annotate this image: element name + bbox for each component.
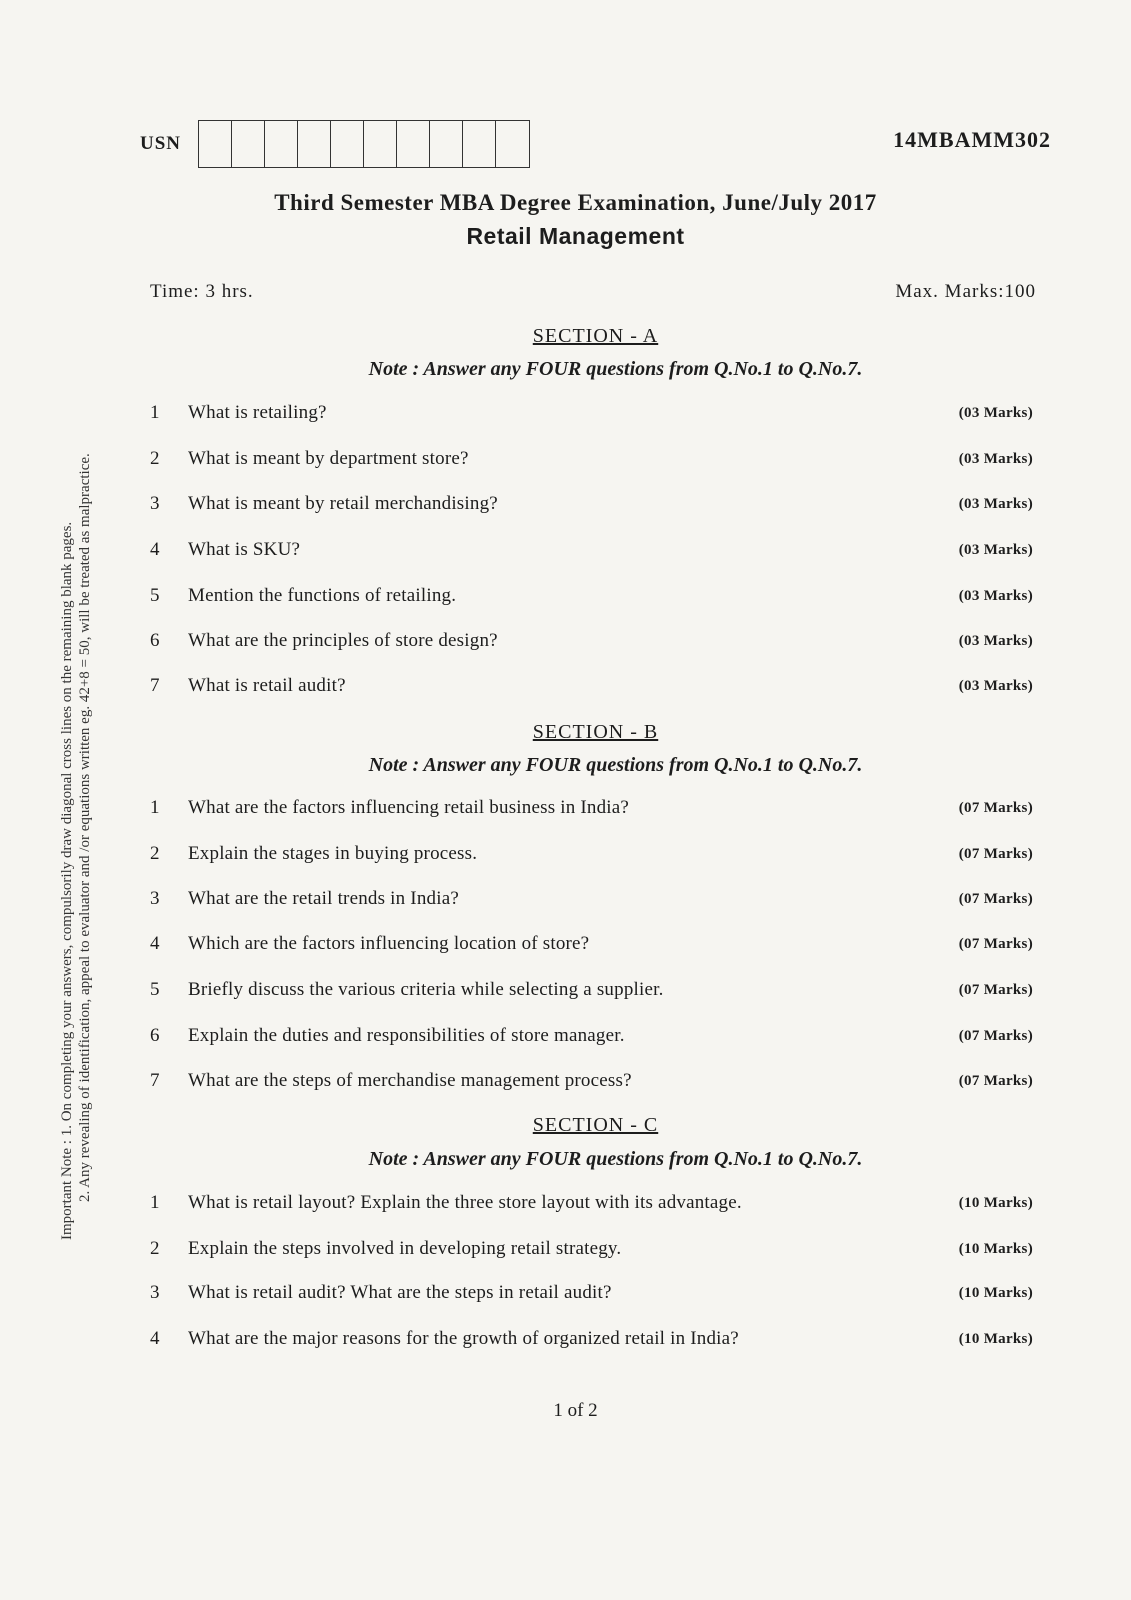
question-row [148, 793, 1033, 823]
question-marks: (07 Marks) [958, 1072, 1033, 1089]
section-b-note: Note : Answer any FOUR questions from Q.No.1 to Q.No.7. [368, 754, 863, 776]
question-row [148, 671, 1033, 701]
usn-label: USN [140, 133, 182, 154]
question-marks: (07 Marks) [958, 845, 1033, 862]
question-text: What are the steps of merchandise management process? [188, 1070, 632, 1091]
question-row [148, 1234, 1033, 1264]
question-number: 6 [150, 630, 160, 651]
question-marks: (10 Marks) [958, 1194, 1033, 1211]
question-text: What is meant by department store? [188, 448, 469, 469]
question-row [148, 975, 1033, 1005]
question-text: What is retailing? [188, 402, 327, 423]
question-row [148, 489, 1033, 519]
question-text: Briefly discuss the various criteria while selecting a supplier. [188, 979, 664, 1000]
question-marks: (07 Marks) [958, 799, 1033, 816]
question-number: 3 [150, 1282, 160, 1303]
usn-cell [364, 121, 397, 167]
question-number: 4 [150, 1328, 160, 1349]
note-line-2: 2. Any revealing of identification, appeal to evaluator and /or equations written eg. 42+8 = 50, will be treated as malpractice. [77, 453, 93, 1202]
paper-code: 14MBAMM302 [893, 127, 1051, 152]
question-row [148, 1278, 1033, 1308]
question-text: Explain the duties and responsibilities of store manager. [188, 1025, 625, 1046]
question-number: 1 [150, 402, 160, 423]
question-row [148, 1021, 1033, 1051]
exam-title: Third Semester MBA Degree Examination, June/July 2017 [274, 190, 877, 215]
question-marks: (10 Marks) [958, 1240, 1033, 1257]
question-text: What is SKU? [188, 539, 301, 560]
question-marks: (07 Marks) [958, 890, 1033, 907]
usn-cell [496, 121, 529, 167]
question-number: 3 [150, 493, 160, 514]
section-a-heading: SECTION - A [532, 325, 659, 347]
question-row [148, 1324, 1033, 1354]
question-text: What are the factors influencing retail business in India? [188, 797, 630, 818]
question-row [148, 626, 1033, 656]
section-b-heading: SECTION - B [532, 721, 659, 743]
question-text: What is retail audit? [188, 675, 346, 696]
usn-cell [199, 121, 232, 167]
question-marks: (03 Marks) [958, 632, 1033, 649]
question-number: 2 [150, 843, 160, 864]
question-row [148, 1066, 1033, 1096]
question-number: 5 [150, 585, 160, 606]
question-number: 6 [150, 1025, 160, 1046]
important-note-sidebar [58, 250, 94, 1240]
usn-cell [397, 121, 430, 167]
question-number: 2 [150, 1238, 160, 1259]
question-number: 7 [150, 1070, 160, 1091]
question-number: 1 [150, 797, 160, 818]
question-marks: (07 Marks) [958, 981, 1033, 998]
question-text: What are the major reasons for the growth of organized retail in India? [188, 1328, 739, 1349]
question-row [148, 398, 1033, 428]
question-row [148, 1188, 1033, 1218]
question-number: 4 [150, 539, 160, 560]
usn-entry-boxes [198, 120, 530, 168]
question-marks: (03 Marks) [958, 541, 1033, 558]
question-marks: (10 Marks) [958, 1284, 1033, 1301]
question-text: Which are the factors influencing location of store? [188, 933, 590, 954]
question-number: 5 [150, 979, 160, 1000]
question-number: 3 [150, 888, 160, 909]
usn-cell [331, 121, 364, 167]
usn-cell [298, 121, 331, 167]
note-line-1: Important Note : 1. On completing your answers, compulsorily draw diagonal cross lines on the remaining blank pages. [59, 521, 75, 1240]
time-allowed: Time: 3 hrs. [150, 281, 254, 302]
question-text: What are the retail trends in India? [188, 888, 459, 909]
question-marks: (03 Marks) [958, 677, 1033, 694]
usn-cell [430, 121, 463, 167]
question-number: 1 [150, 1192, 160, 1213]
question-row [148, 444, 1033, 474]
question-number: 2 [150, 448, 160, 469]
usn-cell [265, 121, 298, 167]
question-marks: (03 Marks) [958, 495, 1033, 512]
question-text: What is meant by retail merchandising? [188, 493, 498, 514]
question-marks: (07 Marks) [958, 935, 1033, 952]
question-text: Explain the stages in buying process. [188, 843, 478, 864]
subject-title: Retail Management [466, 223, 685, 249]
question-row [148, 884, 1033, 914]
question-row [148, 839, 1033, 869]
usn-cell [232, 121, 265, 167]
question-row [148, 535, 1033, 565]
usn-cell [463, 121, 496, 167]
max-marks: Max. Marks:100 [895, 281, 1036, 302]
section-c-heading: SECTION - C [532, 1114, 659, 1136]
question-number: 7 [150, 675, 160, 696]
question-marks: (10 Marks) [958, 1330, 1033, 1347]
section-c-note: Note : Answer any FOUR questions from Q.No.1 to Q.No.7. [368, 1148, 863, 1170]
question-text: What is retail audit? What are the steps in retail audit? [188, 1282, 612, 1303]
question-marks: (03 Marks) [958, 587, 1033, 604]
question-text: What are the principles of store design? [188, 630, 498, 651]
page-number: 1 of 2 [553, 1400, 598, 1421]
question-row [148, 581, 1033, 611]
question-text: Explain the steps involved in developing retail strategy. [188, 1238, 622, 1259]
question-row [148, 929, 1033, 959]
question-marks: (07 Marks) [958, 1027, 1033, 1044]
section-a-note: Note : Answer any FOUR questions from Q.No.1 to Q.No.7. [368, 358, 863, 380]
question-marks: (03 Marks) [958, 450, 1033, 467]
question-number: 4 [150, 933, 160, 954]
question-marks: (03 Marks) [958, 404, 1033, 421]
question-text: What is retail layout? Explain the three store layout with its advantage. [188, 1192, 742, 1213]
question-text: Mention the functions of retailing. [188, 585, 457, 606]
